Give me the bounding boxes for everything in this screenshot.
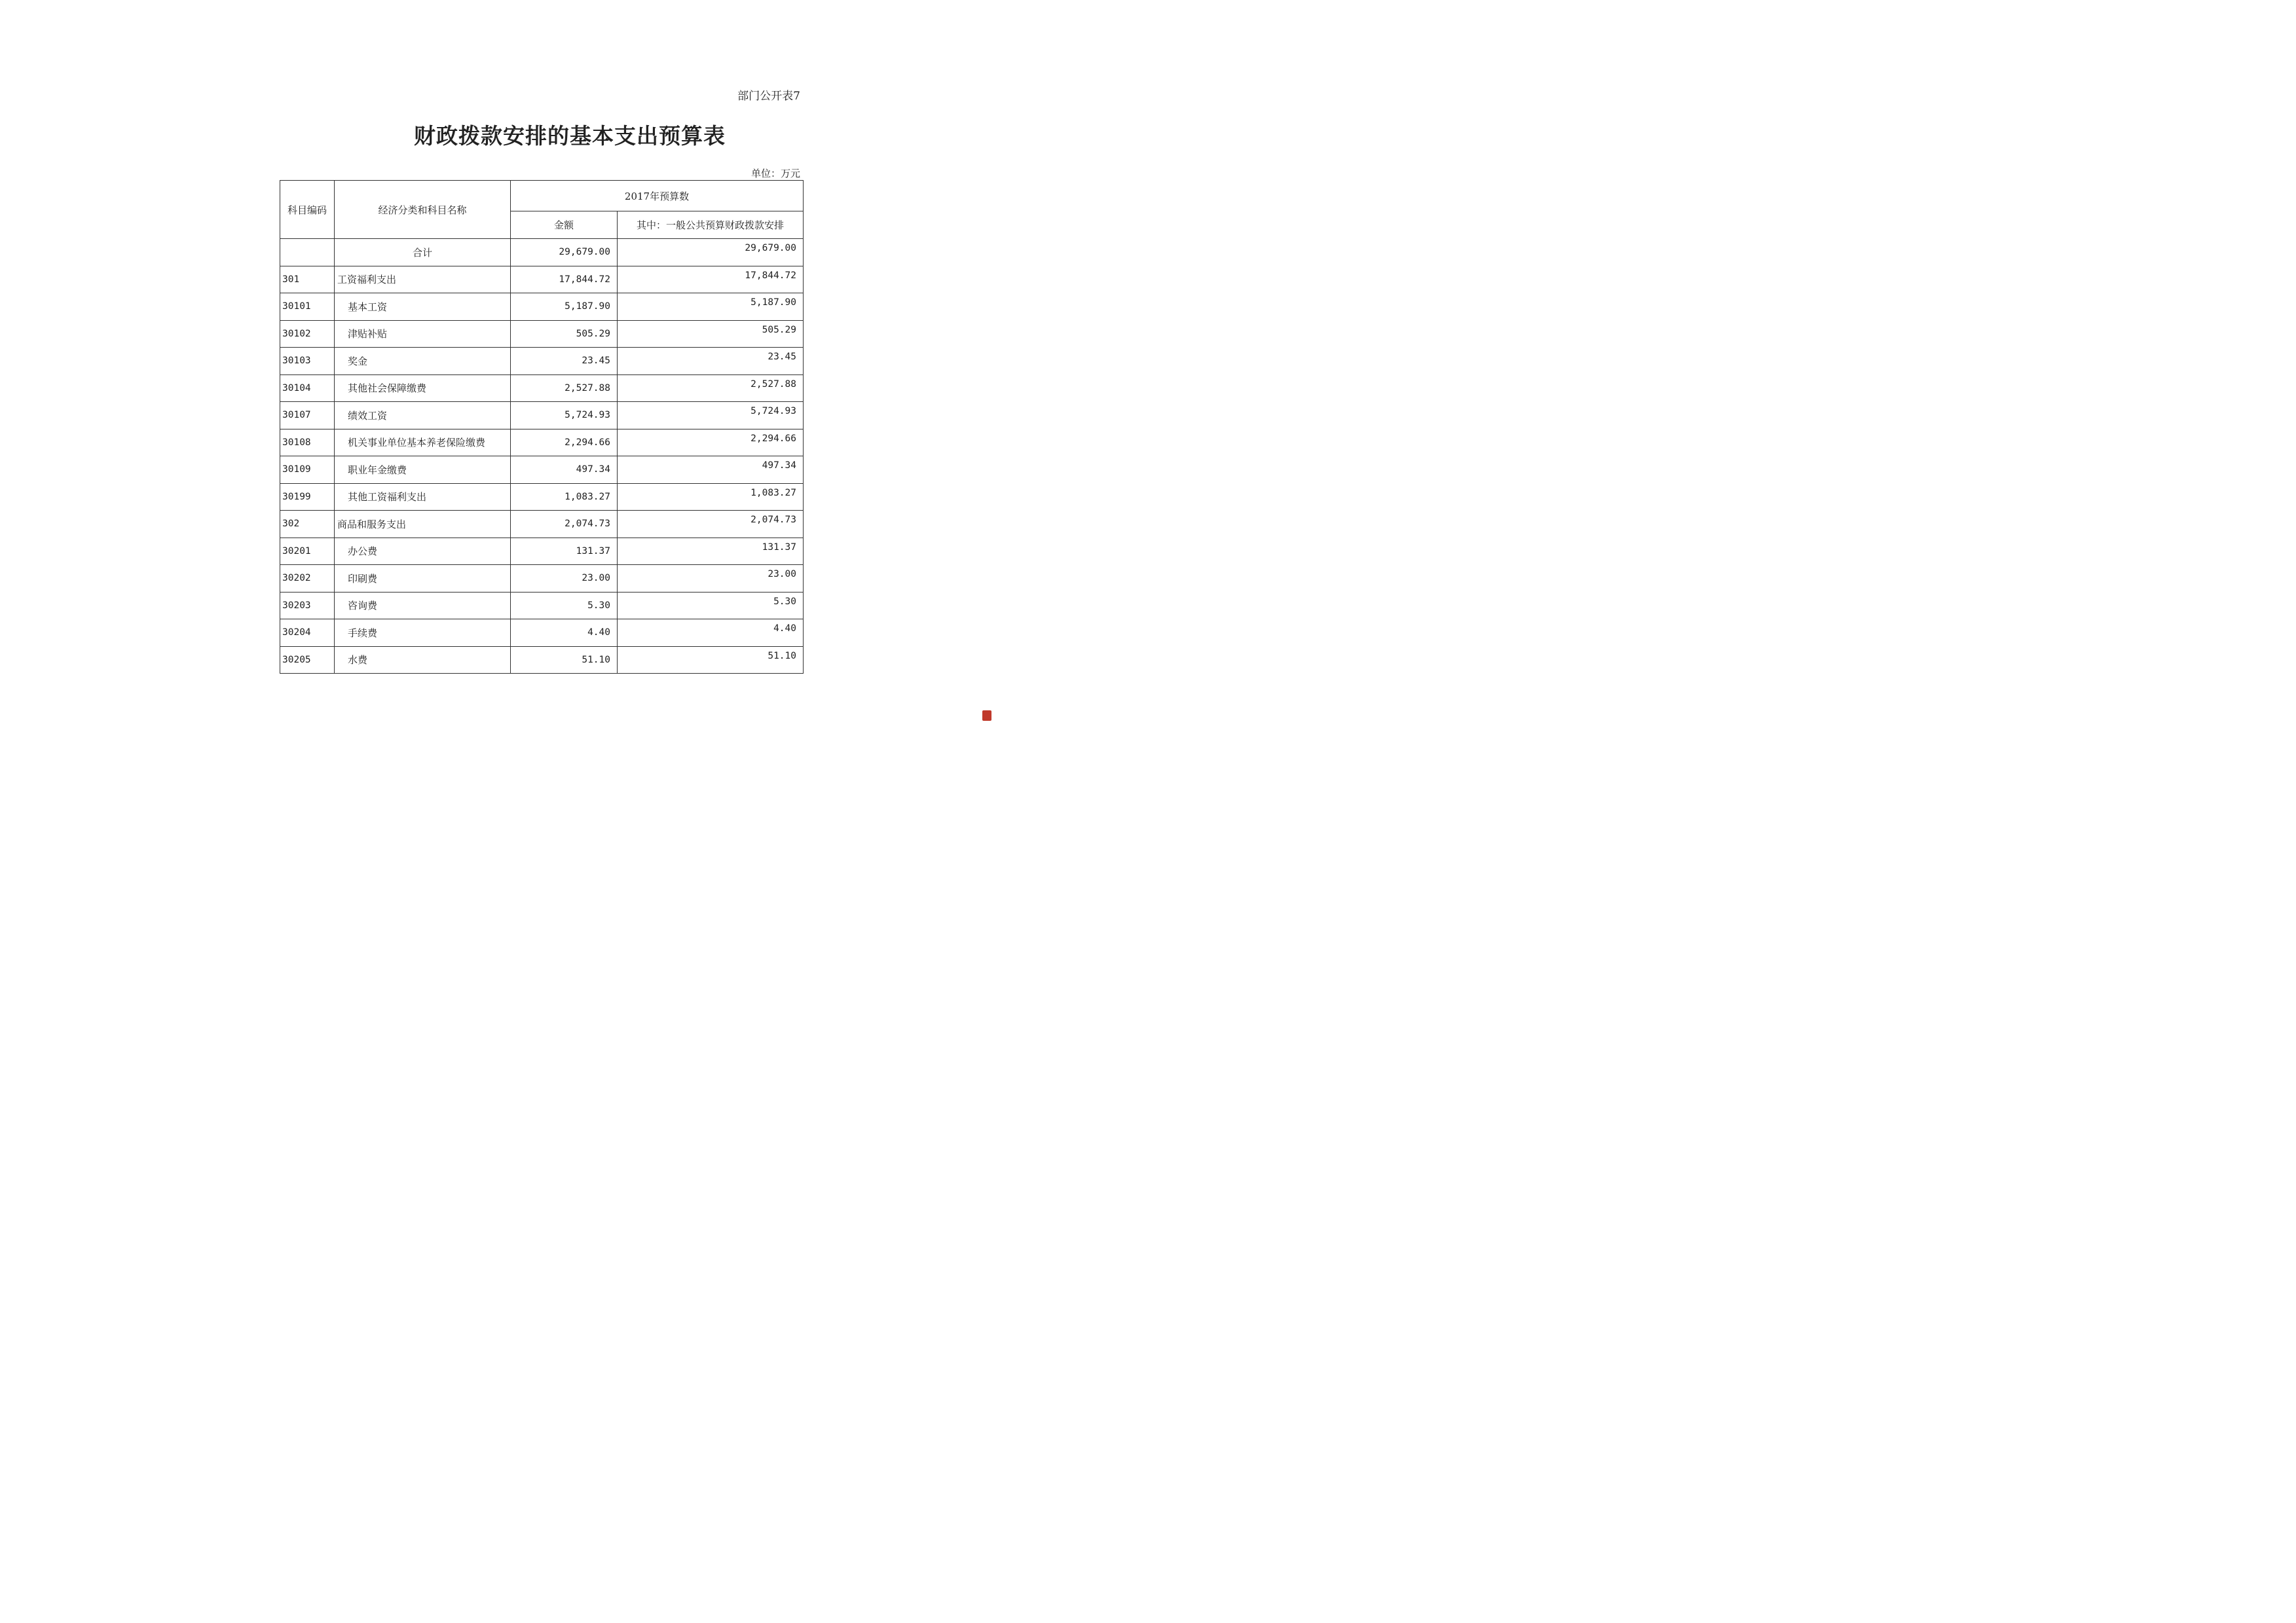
row-general: 4.40 <box>618 619 804 647</box>
row-code: 30109 <box>280 456 335 484</box>
row-general: 5,187.90 <box>618 293 804 321</box>
row-general: 497.34 <box>618 456 804 484</box>
table-row <box>280 619 804 647</box>
table-row <box>280 293 804 321</box>
row-name: 商品和服务支出 <box>335 511 511 538</box>
header-name: 经济分类和科目名称 <box>335 181 511 239</box>
row-amount: 4.40 <box>511 619 618 647</box>
row-name: 办公费 <box>335 538 511 565</box>
row-amount: 23.00 <box>511 565 618 593</box>
header-amount: 金额 <box>511 211 618 239</box>
row-code: 302 <box>280 511 335 538</box>
row-amount: 17,844.72 <box>511 266 618 293</box>
table-row <box>280 592 804 619</box>
row-code: 30103 <box>280 348 335 375</box>
seal-stamp-icon <box>982 710 991 721</box>
row-amount: 5.30 <box>511 592 618 619</box>
row-name: 基本工资 <box>335 293 511 321</box>
row-amount: 23.45 <box>511 348 618 375</box>
row-general: 131.37 <box>618 538 804 565</box>
row-general: 2,527.88 <box>618 374 804 402</box>
row-name: 津贴补贴 <box>335 320 511 348</box>
row-amount: 2,074.73 <box>511 511 618 538</box>
page-label: 部门公开表7 <box>737 90 800 103</box>
row-name: 手续费 <box>335 619 511 647</box>
row-code: 30205 <box>280 646 335 674</box>
row-code: 30204 <box>280 619 335 647</box>
row-code: 30199 <box>280 483 335 511</box>
total-code <box>280 239 335 266</box>
table-row <box>280 538 804 565</box>
row-name: 水费 <box>335 646 511 674</box>
row-code: 30202 <box>280 565 335 593</box>
table-row <box>280 266 804 293</box>
table-row <box>280 565 804 593</box>
row-name: 绩效工资 <box>335 402 511 429</box>
row-amount: 5,187.90 <box>511 293 618 321</box>
row-name: 机关事业单位基本养老保险缴费 <box>335 429 511 456</box>
row-general: 5,724.93 <box>618 402 804 429</box>
header-general: 其中：一般公共预算财政拨款安排 <box>618 211 804 239</box>
row-amount: 131.37 <box>511 538 618 565</box>
row-code: 30102 <box>280 320 335 348</box>
table-row <box>280 511 804 538</box>
row-amount: 5,724.93 <box>511 402 618 429</box>
row-name: 工资福利支出 <box>335 266 511 293</box>
unit-label: 单位：万元 <box>750 168 800 179</box>
row-code: 301 <box>280 266 335 293</box>
row-amount: 2,527.88 <box>511 374 618 402</box>
row-general: 2,294.66 <box>618 429 804 456</box>
row-amount: 497.34 <box>511 456 618 484</box>
row-name: 咨询费 <box>335 592 511 619</box>
row-name: 奖金 <box>335 348 511 375</box>
row-code: 30108 <box>280 429 335 456</box>
table-row <box>280 374 804 402</box>
table-row <box>280 402 804 429</box>
row-general: 17,844.72 <box>618 266 804 293</box>
row-name: 印刷费 <box>335 565 511 593</box>
total-row <box>280 239 804 266</box>
header-code: 科目编码 <box>280 181 335 239</box>
total-amount: 29,679.00 <box>511 239 618 266</box>
row-general: 5.30 <box>618 592 804 619</box>
table-row <box>280 348 804 375</box>
row-name: 职业年金缴费 <box>335 456 511 484</box>
row-amount: 505.29 <box>511 320 618 348</box>
budget-table <box>280 180 804 674</box>
table-row <box>280 320 804 348</box>
row-general: 23.45 <box>618 348 804 375</box>
table-row <box>280 456 804 484</box>
row-code: 30107 <box>280 402 335 429</box>
row-general: 1,083.27 <box>618 483 804 511</box>
row-code: 30201 <box>280 538 335 565</box>
table-row <box>280 429 804 456</box>
table-row <box>280 483 804 511</box>
row-general: 51.10 <box>618 646 804 674</box>
row-amount: 51.10 <box>511 646 618 674</box>
row-amount: 1,083.27 <box>511 483 618 511</box>
table-row <box>280 646 804 674</box>
row-general: 2,074.73 <box>618 511 804 538</box>
row-name: 其他工资福利支出 <box>335 483 511 511</box>
row-code: 30104 <box>280 374 335 402</box>
row-name: 其他社会保障缴费 <box>335 374 511 402</box>
row-code: 30203 <box>280 592 335 619</box>
header-year: 2017年预算数 <box>511 181 804 211</box>
total-general: 29,679.00 <box>618 239 804 266</box>
row-general: 23.00 <box>618 565 804 593</box>
total-label: 合计 <box>335 239 511 266</box>
row-code: 30101 <box>280 293 335 321</box>
row-amount: 2,294.66 <box>511 429 618 456</box>
row-general: 505.29 <box>618 320 804 348</box>
page-title: 财政拨款安排的基本支出预算表 <box>414 123 726 149</box>
